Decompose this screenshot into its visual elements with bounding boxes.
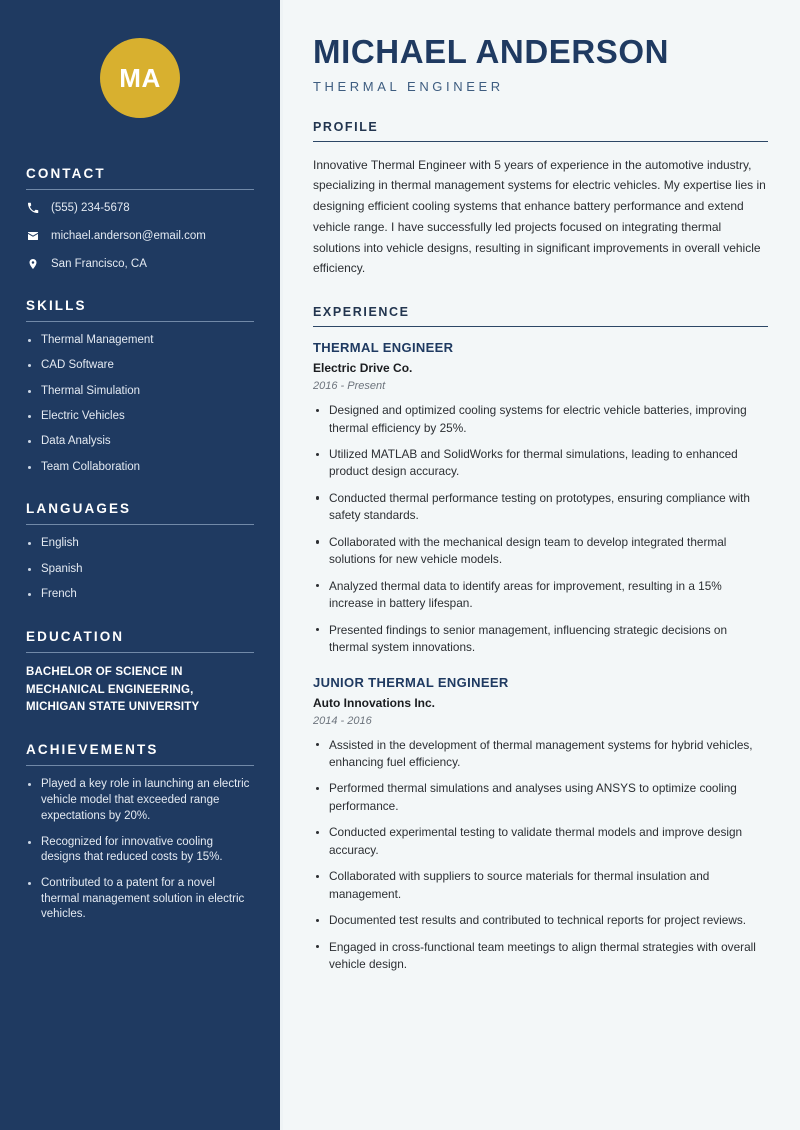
contact-location-value: San Francisco, CA xyxy=(51,257,147,270)
list-item: French xyxy=(26,587,254,603)
list-item: CAD Software xyxy=(26,358,254,374)
location-pin-icon xyxy=(26,257,40,271)
list-item: Utilized MATLAB and SolidWorks for thermal simulations, leading to enhanced product design accuracy. xyxy=(313,446,768,481)
list-item: Performed thermal simulations and analyses using ANSYS to optimize cooling performance. xyxy=(313,780,768,815)
contact-phone-row[interactable] xyxy=(26,201,254,216)
list-item: Recognized for innovative cooling designs that reduced costs by 15%. xyxy=(26,835,254,867)
contact-email-value: michael.anderson@email.com xyxy=(51,229,206,242)
experience-dates: 2016 - Present xyxy=(313,380,386,393)
achievements-section xyxy=(26,742,254,923)
avatar-container xyxy=(26,0,254,118)
profile-text: Innovative Thermal Engineer with 5 years of experience in the automotive industry, specializing in thermal management systems for electric vehicles. My expertise lies in designing efficient cooling systems that enhance battery performance and extend vehicle range. I have successfully led projects focused on integrating thermal solutions into vehicle designs, resulting in significant improvements in overall vehicle efficiency. xyxy=(313,157,766,276)
contact-email-row[interactable] xyxy=(26,229,254,244)
sidebar xyxy=(0,0,280,1130)
experience-bullets xyxy=(313,402,768,656)
list-item: Collaborated with the mechanical design team to develop integrated thermal solutions for new vehicle models. xyxy=(313,534,768,569)
list-item: Thermal Simulation xyxy=(26,384,254,400)
languages-section xyxy=(26,501,254,603)
contact-divider xyxy=(26,189,254,190)
experience-heading: EXPERIENCE xyxy=(313,305,410,320)
list-item: Conducted experimental testing to validate thermal models and improve design accuracy. xyxy=(313,824,768,859)
phone-icon xyxy=(26,201,40,215)
contact-section xyxy=(26,166,254,272)
headline-job-title: THERMAL ENGINEER xyxy=(313,78,504,94)
list-item: Collaborated with suppliers to source materials for thermal insulation and management. xyxy=(313,868,768,903)
list-item: Team Collaboration xyxy=(26,460,254,476)
achievements-heading: ACHIEVEMENTS xyxy=(26,742,159,758)
experience-divider xyxy=(313,326,768,327)
experience-section xyxy=(313,305,768,973)
list-item: Presented findings to senior management, influencing strategic decisions on thermal system innovations. xyxy=(313,622,768,657)
avatar: MA xyxy=(100,38,180,118)
list-item: Contributed to a patent for a novel thermal management solution in electric vehicles. xyxy=(26,876,254,924)
education-heading: EDUCATION xyxy=(26,629,125,645)
experience-role: JUNIOR THERMAL ENGINEER xyxy=(313,674,509,690)
experience-company: Auto Innovations Inc. xyxy=(313,695,435,710)
profile-section xyxy=(313,120,768,280)
contact-location-row[interactable] xyxy=(26,257,254,272)
profile-divider xyxy=(313,141,768,142)
experience-entry xyxy=(313,340,768,656)
profile-heading: PROFILE xyxy=(313,119,379,134)
list-item: English xyxy=(26,536,254,552)
experience-bullets xyxy=(313,737,768,974)
achievements-list xyxy=(26,777,254,923)
experience-role: THERMAL ENGINEER xyxy=(313,340,454,356)
achievements-divider xyxy=(26,765,254,766)
list-item: Conducted thermal performance testing on prototypes, ensuring compliance with safety standards. xyxy=(313,490,768,525)
education-section xyxy=(26,629,254,716)
languages-heading: LANGUAGES xyxy=(26,501,132,517)
education-degree: BACHELOR OF SCIENCE IN MECHANICAL ENGINEERING, MICHIGAN STATE UNIVERSITY xyxy=(26,666,200,713)
list-item: Electric Vehicles xyxy=(26,409,254,425)
list-item: Spanish xyxy=(26,562,254,578)
education-divider xyxy=(26,652,254,653)
list-item: Engaged in cross-functional team meetings to align thermal strategies with overall vehicle design. xyxy=(313,939,768,974)
languages-list xyxy=(26,536,254,603)
list-item: Played a key role in launching an electric vehicle model that exceeded range expectations by 20%. xyxy=(26,777,254,825)
list-item: Analyzed thermal data to identify areas for improvement, resulting in a 15% increase in battery lifespan. xyxy=(313,578,768,613)
envelope-icon xyxy=(26,229,40,243)
contact-heading: CONTACT xyxy=(26,166,106,181)
skills-heading: SKILLS xyxy=(26,297,87,313)
page-title: MICHAEL ANDERSON xyxy=(313,33,670,70)
list-item: Data Analysis xyxy=(26,434,254,450)
skills-list xyxy=(26,333,254,476)
contact-phone-value: (555) 234-5678 xyxy=(51,202,130,214)
experience-dates: 2014 - 2016 xyxy=(313,714,372,727)
skills-section xyxy=(26,298,254,476)
list-item: Assisted in the development of thermal management systems for hybrid vehicles, enhancing fuel efficiency. xyxy=(313,737,768,772)
list-item: Documented test results and contributed to technical reports for project reviews. xyxy=(313,912,768,929)
skills-divider xyxy=(26,321,254,322)
experience-entry xyxy=(313,675,768,974)
list-item: Thermal Management xyxy=(26,333,254,349)
languages-divider xyxy=(26,524,254,525)
experience-company: Electric Drive Co. xyxy=(313,361,413,376)
main-content xyxy=(280,0,800,1130)
list-item: Designed and optimized cooling systems for electric vehicle batteries, improving thermal efficiency by 25%. xyxy=(313,402,768,437)
